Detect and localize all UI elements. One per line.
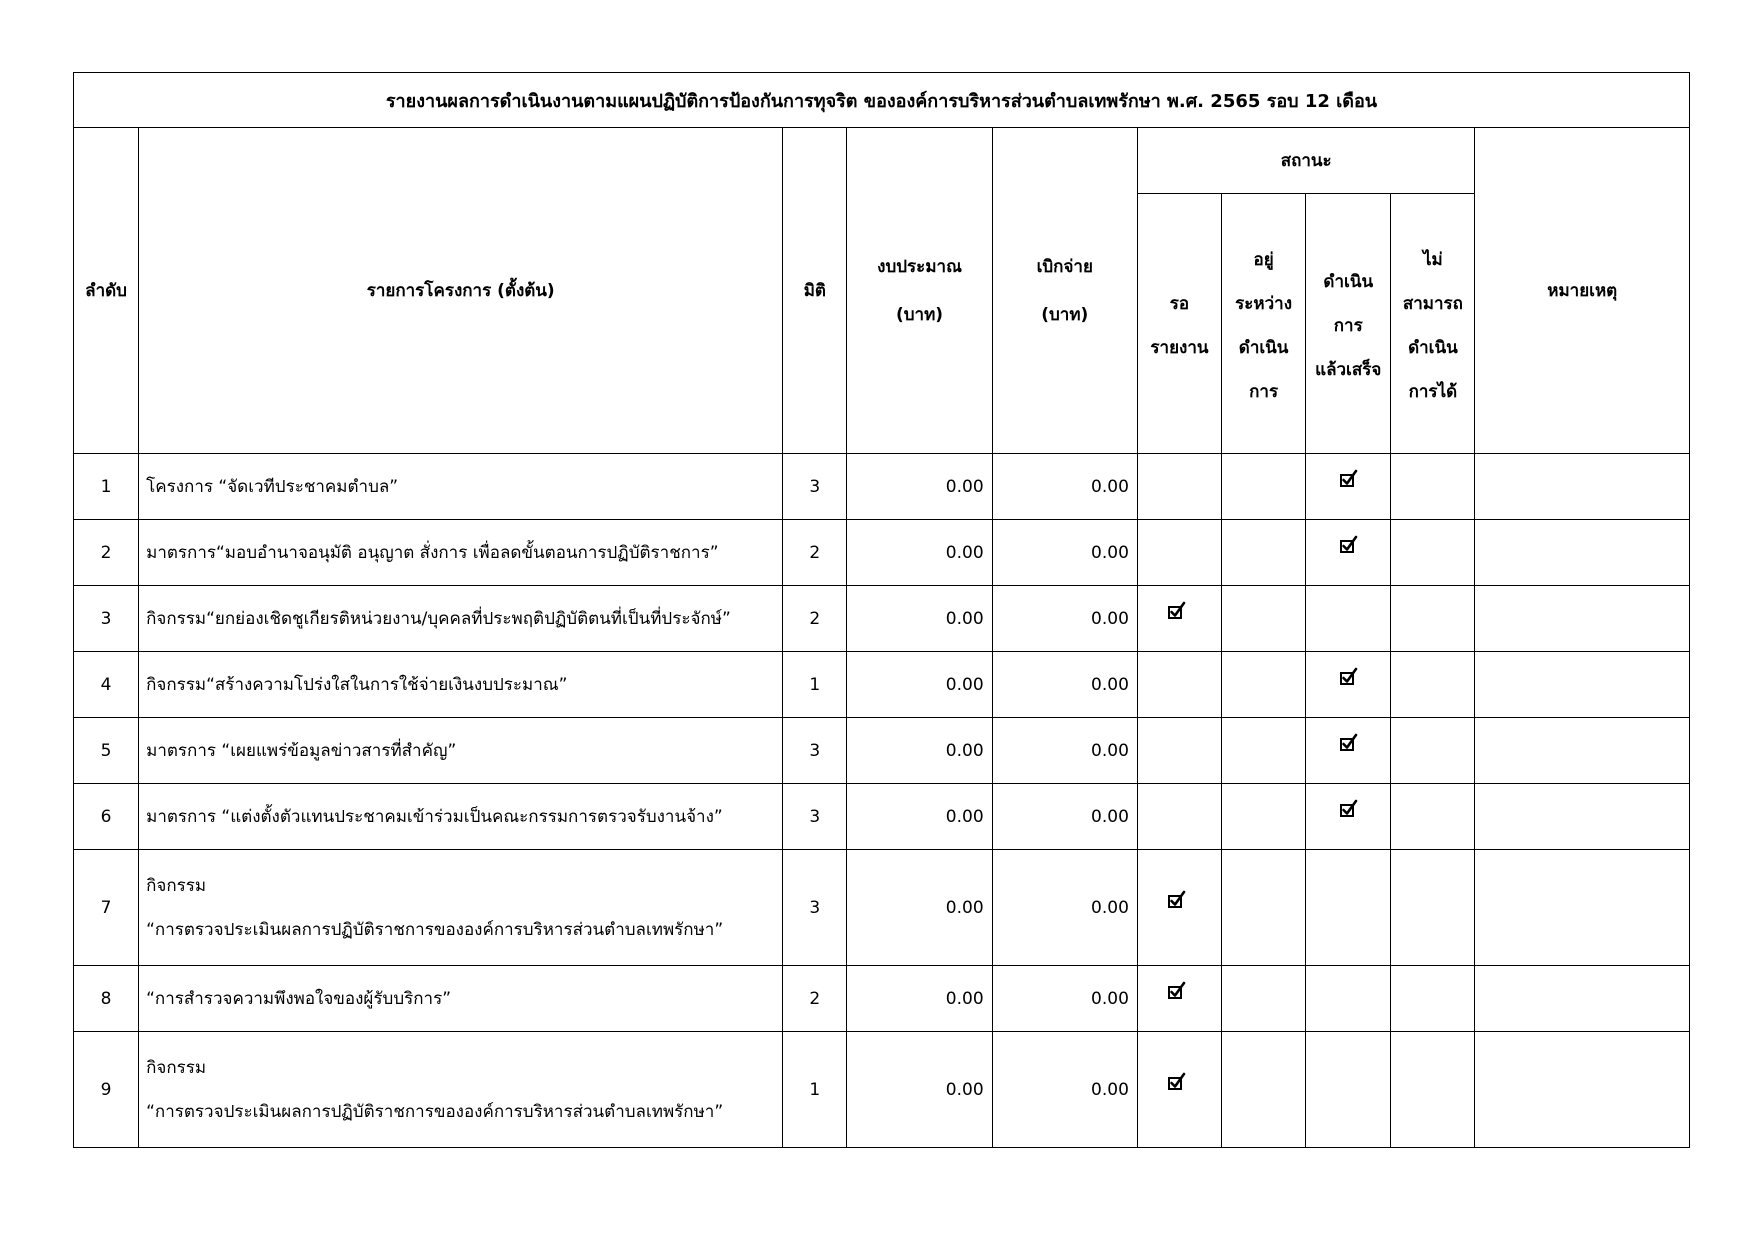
row-disbursed: 0.00	[992, 1032, 1137, 1148]
checkbox-checked-icon	[1340, 667, 1356, 685]
row-project-name	[139, 520, 783, 586]
row-budget: 0.00	[847, 454, 992, 520]
row-remark	[1475, 1032, 1690, 1148]
project-name-line: กิจกรรม	[146, 875, 207, 896]
report-title: รายงานผลการดำเนินงานตามแผนปฏิบัติการป้องกันการทุจริต ขององค์การบริหารส่วนตำบลเทพรักษา พ.ศ. 2565 รอบ 12 เดือน	[74, 73, 1690, 128]
row-disbursed: 0.00	[992, 520, 1137, 586]
header-status-line: ดำเนิน	[1238, 337, 1289, 358]
row-project-name	[139, 1032, 783, 1148]
row-status-cell	[1391, 1032, 1475, 1148]
row-remark	[1475, 520, 1690, 586]
header-status-line: ดำเนิน	[1323, 271, 1374, 292]
row-status-cell	[1137, 520, 1221, 586]
header-status-line: อยู่	[1253, 249, 1274, 270]
table-row	[74, 784, 1690, 850]
row-status-cell	[1391, 966, 1475, 1032]
row-status-cell	[1137, 850, 1221, 966]
table-row	[74, 586, 1690, 652]
row-status-cell	[1306, 1032, 1391, 1148]
row-project-name	[139, 454, 783, 520]
row-status-cell	[1222, 586, 1306, 652]
row-status-cell	[1137, 1032, 1221, 1148]
row-project-name	[139, 850, 783, 966]
header-status-line: การได้	[1408, 381, 1458, 402]
row-status-cell	[1391, 586, 1475, 652]
row-status-cell	[1137, 652, 1221, 718]
row-status-cell	[1391, 520, 1475, 586]
row-budget: 0.00	[847, 520, 992, 586]
row-disbursed: 0.00	[992, 784, 1137, 850]
row-status-cell	[1222, 784, 1306, 850]
project-name-line: มาตรการ “เผยแพร่ข้อมูลข่าวสารที่สำคัญ”	[146, 740, 457, 761]
row-number: 7	[74, 850, 139, 966]
checkbox-checked-icon	[1340, 469, 1356, 487]
row-dimension: 3	[783, 784, 847, 850]
header-no: ลำดับ	[74, 128, 139, 454]
header-status-line: การ	[1333, 315, 1363, 336]
row-disbursed: 0.00	[992, 454, 1137, 520]
row-dimension: 1	[783, 652, 847, 718]
header-disbursed	[992, 128, 1137, 454]
row-number: 5	[74, 718, 139, 784]
table-row	[74, 718, 1690, 784]
row-budget: 0.00	[847, 1032, 992, 1148]
header-status-line: แล้วเสร็จ	[1315, 359, 1382, 380]
row-status-cell	[1306, 718, 1391, 784]
checkbox-checked-icon	[1168, 981, 1184, 999]
row-remark	[1475, 784, 1690, 850]
checkbox-checked-icon	[1340, 799, 1356, 817]
header-status-line: ระหว่าง	[1235, 293, 1293, 314]
row-number: 3	[74, 586, 139, 652]
project-name-line: กิจกรรม“สร้างความโปร่งใสในการใช้จ่ายเงินงบประมาณ”	[146, 674, 568, 695]
row-status-cell	[1222, 850, 1306, 966]
row-number: 9	[74, 1032, 139, 1148]
checkbox-checked-icon	[1168, 890, 1184, 908]
checkbox-checked-icon	[1168, 601, 1184, 619]
checkbox-checked-icon	[1340, 535, 1356, 553]
table-row	[74, 966, 1690, 1032]
row-project-name	[139, 586, 783, 652]
header-project: รายการโครงการ (ตั้งต้น)	[139, 128, 783, 454]
checkbox-checked-icon	[1340, 733, 1356, 751]
project-name-line: โครงการ “จัดเวทีประชาคมตำบล”	[146, 476, 399, 497]
row-status-cell	[1306, 586, 1391, 652]
row-remark	[1475, 966, 1690, 1032]
row-status-cell	[1222, 652, 1306, 718]
row-budget: 0.00	[847, 586, 992, 652]
project-name-line: กิจกรรม	[146, 1057, 207, 1078]
row-dimension: 1	[783, 1032, 847, 1148]
table-row	[74, 652, 1690, 718]
row-disbursed: 0.00	[992, 966, 1137, 1032]
row-disbursed: 0.00	[992, 652, 1137, 718]
header-status-line: สามารถ	[1402, 293, 1463, 314]
row-status-cell	[1222, 966, 1306, 1032]
header-remark: หมายเหตุ	[1475, 128, 1690, 454]
row-number: 1	[74, 454, 139, 520]
row-status-cell	[1222, 718, 1306, 784]
row-disbursed: 0.00	[992, 718, 1137, 784]
header-status-in-progress	[1222, 194, 1306, 454]
row-remark	[1475, 718, 1690, 784]
row-dimension: 3	[783, 850, 847, 966]
row-project-name	[139, 784, 783, 850]
row-status-cell	[1391, 718, 1475, 784]
header-status-line: ดำเนิน	[1408, 337, 1458, 358]
row-project-name	[139, 718, 783, 784]
row-dimension: 3	[783, 718, 847, 784]
row-remark	[1475, 454, 1690, 520]
project-name-line: “การตรวจประเมินผลการปฏิบัติราชการขององค์การบริหารส่วนตำบลเทพรักษา”	[146, 1101, 724, 1122]
row-disbursed: 0.00	[992, 586, 1137, 652]
project-name-line: มาตรการ “แต่งตั้งตัวแทนประชาคมเข้าร่วมเป็นคณะกรรมการตรวจรับงานจ้าง”	[146, 806, 723, 827]
table-row	[74, 454, 1690, 520]
row-budget: 0.00	[847, 652, 992, 718]
row-status-cell	[1391, 454, 1475, 520]
header-dimension: มิติ	[783, 128, 847, 454]
row-status-cell	[1222, 454, 1306, 520]
header-budget-line: (บาท)	[895, 304, 944, 325]
row-disbursed: 0.00	[992, 850, 1137, 966]
header-status-line: รอ	[1169, 293, 1190, 314]
row-status-cell	[1137, 454, 1221, 520]
header-status-waiting	[1137, 194, 1221, 454]
project-name-line: มาตรการ“มอบอำนาจอนุมัติ อนุญาต สั่งการ เพื่อลดขั้นตอนการปฏิบัติราชการ”	[146, 542, 719, 563]
project-name-line: “การสำรวจความพึงพอใจของผู้รับบริการ”	[146, 988, 452, 1009]
row-budget: 0.00	[847, 784, 992, 850]
row-number: 8	[74, 966, 139, 1032]
row-project-name	[139, 652, 783, 718]
row-remark	[1475, 652, 1690, 718]
row-number: 4	[74, 652, 139, 718]
header-status: สถานะ	[1137, 128, 1475, 194]
table-row	[74, 1032, 1690, 1148]
row-status-cell	[1306, 784, 1391, 850]
header-disbursed-line: เบิกจ่าย	[1036, 256, 1093, 277]
project-name-line: “การตรวจประเมินผลการปฏิบัติราชการขององค์การบริหารส่วนตำบลเทพรักษา”	[146, 919, 724, 940]
row-remark	[1475, 850, 1690, 966]
row-number: 6	[74, 784, 139, 850]
row-dimension: 3	[783, 454, 847, 520]
project-name-line: กิจกรรม“ยกย่องเชิดชูเกียรติหน่วยงาน/บุคคลที่ประพฤติปฏิบัติตนที่เป็นที่ประจักษ์”	[146, 608, 731, 629]
row-budget: 0.00	[847, 966, 992, 1032]
row-status-cell	[1306, 520, 1391, 586]
checkbox-checked-icon	[1168, 1072, 1184, 1090]
row-status-cell	[1306, 454, 1391, 520]
row-status-cell	[1306, 966, 1391, 1032]
row-number: 2	[74, 520, 139, 586]
row-dimension: 2	[783, 966, 847, 1032]
header-status-line: การ	[1249, 381, 1279, 402]
row-status-cell	[1222, 520, 1306, 586]
row-status-cell	[1222, 1032, 1306, 1148]
report-table	[73, 72, 1690, 1148]
row-status-cell	[1306, 652, 1391, 718]
header-budget	[847, 128, 992, 454]
table-row	[74, 520, 1690, 586]
row-status-cell	[1306, 850, 1391, 966]
header-status-line: รายงาน	[1150, 337, 1209, 358]
header-budget-line: งบประมาณ	[877, 256, 962, 277]
table-row	[74, 850, 1690, 966]
row-dimension: 2	[783, 520, 847, 586]
row-status-cell	[1137, 966, 1221, 1032]
row-budget: 0.00	[847, 718, 992, 784]
row-status-cell	[1137, 586, 1221, 652]
header-status-line: ไม่	[1423, 249, 1443, 270]
row-status-cell	[1391, 652, 1475, 718]
row-dimension: 2	[783, 586, 847, 652]
header-status-unable	[1391, 194, 1475, 454]
header-status-completed	[1306, 194, 1391, 454]
row-remark	[1475, 586, 1690, 652]
row-status-cell	[1137, 718, 1221, 784]
row-status-cell	[1137, 784, 1221, 850]
row-status-cell	[1391, 784, 1475, 850]
row-status-cell	[1391, 850, 1475, 966]
row-budget: 0.00	[847, 850, 992, 966]
row-project-name	[139, 966, 783, 1032]
header-disbursed-line: (บาท)	[1041, 304, 1089, 325]
